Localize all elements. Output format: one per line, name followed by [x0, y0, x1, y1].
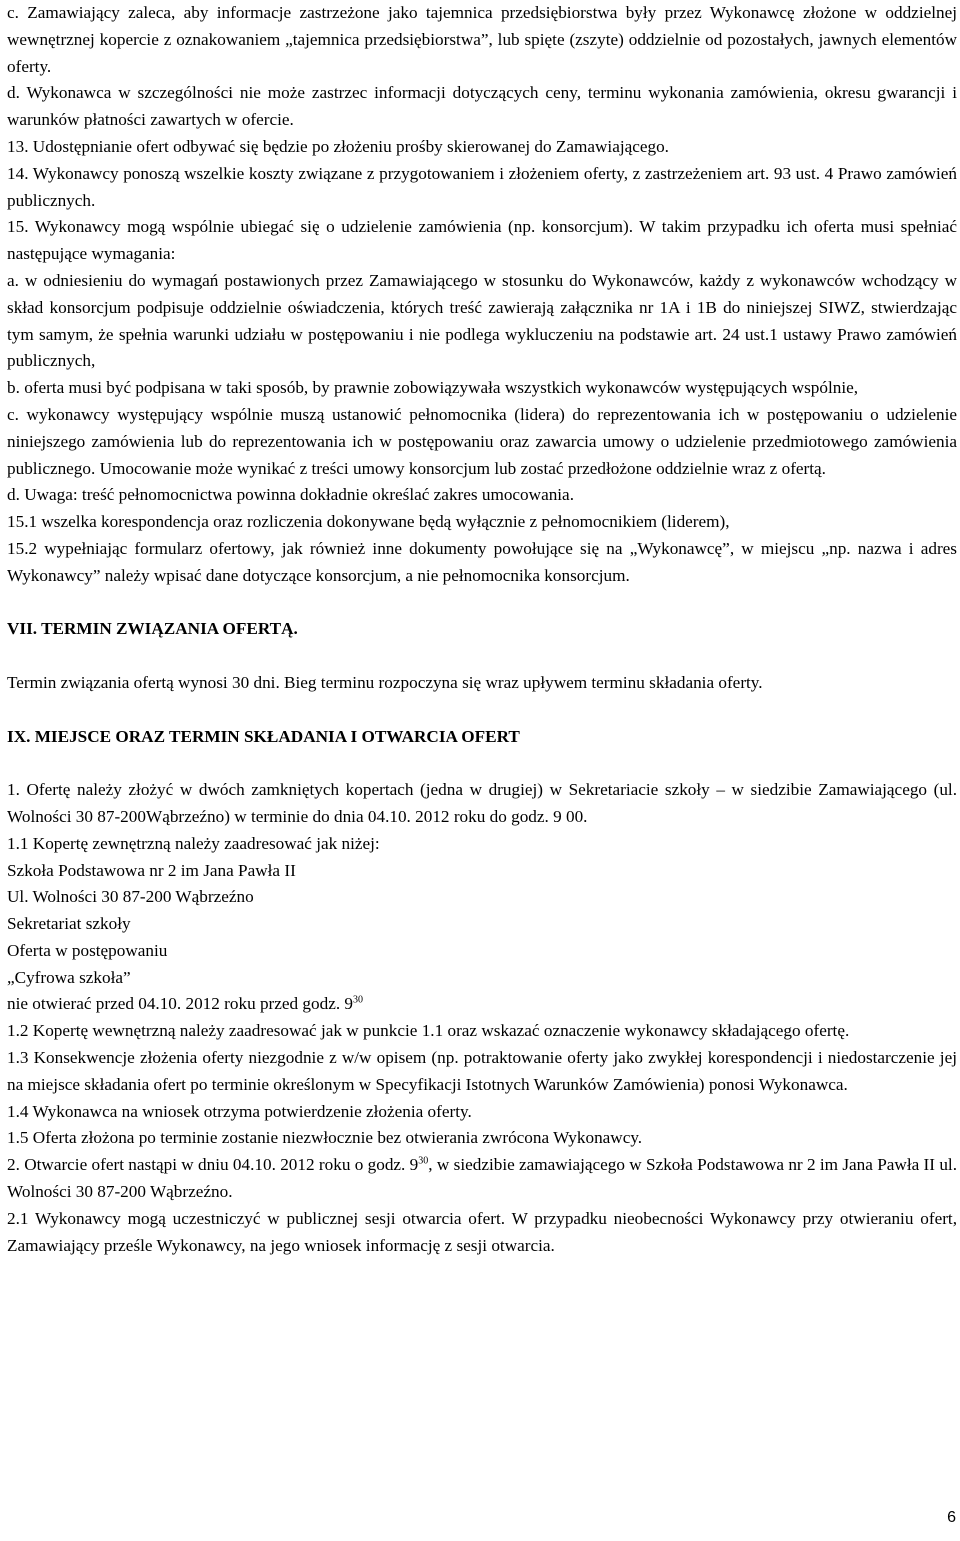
item-2-minutes: 30 — [418, 1155, 429, 1167]
paragraph-15: 15. Wykonawcy mogą wspólnie ubiegać się o udzielenie zamówienia (np. konsorcjum). W takim przypadku ich oferta musi spełniać następujące wymagania: — [7, 217, 957, 264]
open-notice — [7, 991, 957, 1018]
paragraph-15-d: d. Uwaga: treść pełnomocnictwa powinna dokładnie określać zakres umocowania. — [7, 485, 574, 505]
paragraph-d-restrictions: d. Wykonawca w szczególności nie może zastrzec informacji dotyczących ceny, terminu wykonania zamówienia, okresu gwarancji i warunków płatności zawartych w ofercie. — [7, 83, 957, 130]
open-notice-minutes: 30 — [353, 994, 364, 1006]
spacer — [7, 697, 957, 724]
paragraph-15-2: 15.2 wypełniając formularz ofertowy, jak również inne dokumenty powołujące się na „Wykonawcę”, w miejscu „np. nazwa i adres Wykonawcy” należy wpisać dane dotyczące konsorcjum, a nie pełnomocnika konsorcjum. — [7, 538, 957, 585]
section-vii-text: Termin związania ofertą wynosi 30 dni. Bieg terminu rozpoczyna się wraz upływem terminu składania oferty. — [7, 672, 763, 692]
item-2-text-cont: , w siedzibie zamawiającego w Szkoła Podstawowa nr 2 im Jana Pawła II ul. Wolności 30 87-200 Wąbrzeźno. — [7, 1155, 957, 1202]
paragraph-15-1: 15.1 wszelka korespondencja oraz rozliczenia dokonywane będą wyłącznie z pełnomocnikiem (liderem), — [7, 512, 730, 532]
open-notice-text: nie otwierać przed 04.10. 2012 roku przed godz. 9 — [7, 994, 354, 1014]
paragraph-15-a: a. w odniesieniu do wymagań postawionych przez Zamawiającego w stosunku do Wykonawców, każdy z wykonawców wchodzący w skład konsorcjum podpisuje oddzielnie oświadczenia, których treść zawierają załącznika nr 1A i 1B do niniejszej SIWZ, stwierdzając tym samym, że spełnia warunki udziału w postępowaniu i nie podlega wykluczeniu na podstawie art. 24 ust.1 ustawy Prawo zamówień publicznych, — [7, 270, 957, 371]
section-ix-item-2 — [7, 1152, 957, 1206]
paragraph-15-b: b. oferta musi być podpisana w taki sposób, by prawnie zobowiązywała wszystkich wykonawców występujących wspólnie, — [7, 378, 859, 398]
section-ix-item-1-2: 1.2 Kopertę wewnętrzną należy zaadresować jak w punkcie 1.1 oraz wskazać oznaczenie wykonawcy składającego ofertę. — [7, 1021, 850, 1041]
address-secretariat: Sekretariat szkoły — [7, 914, 131, 934]
document-page — [7, 0, 957, 1259]
address-intro: 1.1 Kopertę zewnętrzną należy zaadresować jak niżej: — [7, 833, 380, 853]
section-ix-item-1-4: 1.4 Wykonawca na wniosek otrzyma potwierdzenie złożenia oferty. — [7, 1101, 472, 1121]
item-2-text: 2. Otwarcie ofert nastąpi w dniu 04.10. 2012 roku o godz. 9 — [7, 1155, 419, 1175]
section-ix-item-1-3: 1.3 Konsekwencje złożenia oferty niezgodnie z w/w opisem (np. potraktowanie oferty jako zwykłej korespondencji i niedostarczenie jej na miejsce składania ofert po terminie określonym w Specyfikacji Istotnych Warunków Zamówienia) ponosi Wykonawca. — [7, 1048, 957, 1094]
spacer — [7, 643, 957, 670]
address-school: Szkoła Podstawowa nr 2 im Jana Pawła II — [7, 860, 296, 880]
address-project: „Cyfrowa szkoła” — [7, 967, 131, 987]
spacer — [7, 590, 957, 617]
paragraph-13: 13. Udostępnianie ofert odbywać się będzie po złożeniu prośby skierowanej do Zamawiającego. — [7, 136, 669, 156]
section-ix-item-1: 1. Ofertę należy złożyć w dwóch zamkniętych kopertach (jedna w drugiej) w Sekretariacie szkoły – w siedzibie Zamawiającego (ul. Wolności 30 87-200Wąbrzeźno) w terminie do dnia 04.10. 2012 roku do godz. 9 00. — [7, 780, 957, 826]
page-number: 6 — [947, 1509, 956, 1526]
address-offer: Oferta w postępowaniu — [7, 940, 168, 960]
address-street: Ul. Wolności 30 87-200 Wąbrzeźno — [7, 887, 254, 907]
paragraph-15-c: c. wykonawcy występujący wspólnie muszą ustanowić pełnomocnika (lidera) do reprezentowania ich w postępowaniu o udzielenie niniejszego zamówienia lub do reprezentowania ich w postępowaniu oraz zawarcia umowy o udzielenie przedmiotowego zamówienia publicznego. Umocowanie może wynikać z treści umowy konsorcjum lub zostać przedłożone oddzielnie wraz z ofertą. — [7, 404, 957, 478]
paragraph-14: 14. Wykonawcy ponoszą wszelkie koszty związane z przygotowaniem i złożeniem oferty, z zastrzeżeniem art. 93 ust. 4 Prawo zamówień publicznych. — [7, 163, 957, 210]
spacer — [7, 750, 957, 777]
section-ix-item-1-5: 1.5 Oferta złożona po terminie zostanie niezwłocznie bez otwierania zwrócona Wykonawcy. — [7, 1128, 643, 1148]
section-vii-heading: VII. TERMIN ZWIĄZANIA OFERTĄ. — [7, 619, 298, 639]
section-ix-item-2-1: 2.1 Wykonawcy mogą uczestniczyć w publicznej sesji otwarcia ofert. W przypadku nieobecności Wykonawcy przy otwieraniu ofert, Zamawiający prześle Wykonawcy, na jego wniosek informację z sesji otwarcia. — [7, 1208, 957, 1255]
section-ix-heading: IX. MIEJSCE ORAZ TERMIN SKŁADANIA I OTWARCIA OFERT — [7, 726, 520, 746]
paragraph-c-confidential: c. Zamawiający zaleca, aby informacje zastrzeżone jako tajemnica przedsiębiorstwa były przez Wykonawcę złożone w oddzielnej wewnętrznej kopercie z oznakowaniem „tajemnica przedsiębiorstwa”, lub spięte (zszyte) oddzielnie od pozostałych, jawnych elementów oferty. — [7, 3, 957, 76]
